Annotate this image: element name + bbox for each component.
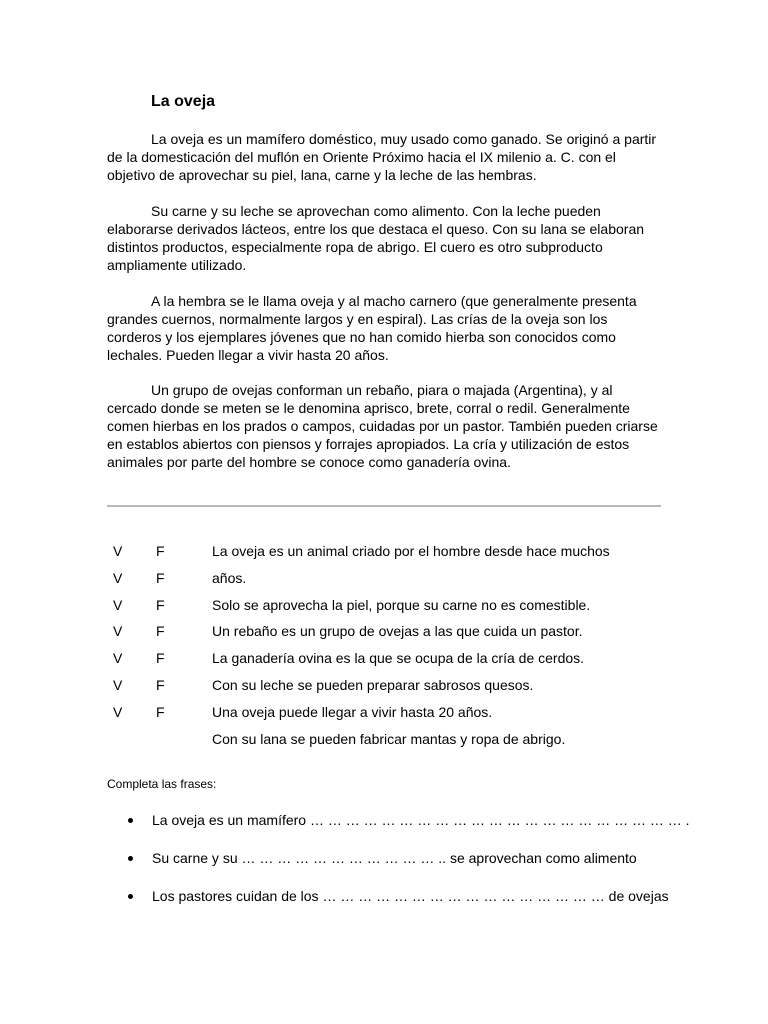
true-false-row xyxy=(0,595,768,615)
true-false-row xyxy=(0,648,768,668)
false-option[interactable]: F xyxy=(156,704,165,720)
true-false-row xyxy=(0,568,768,588)
statement-text: Con su lana se pueden fabricar mantas y ropa de abrigo. xyxy=(212,731,566,747)
bullet-icon xyxy=(128,894,133,899)
statement-text: Solo se aprovecha la piel, porque su carne no es comestible. xyxy=(212,597,591,613)
true-option[interactable]: V xyxy=(113,597,123,613)
bullet-icon xyxy=(128,856,133,861)
list-item xyxy=(0,886,768,906)
true-false-row xyxy=(0,702,768,722)
list-item xyxy=(0,810,768,830)
statement-text: Un rebaño es un grupo de ovejas a las que cuida un pastor. xyxy=(212,623,583,639)
true-option[interactable]: V xyxy=(113,543,123,559)
statement-text: Una oveja puede llegar a vivir hasta 20 años. xyxy=(212,704,493,720)
statement-text: La ganadería ovina es la que se ocupa de la cría de cerdos. xyxy=(212,650,585,666)
list-item xyxy=(0,848,768,868)
paragraph-origin: La oveja es un mamífero doméstico, muy usado como ganado. Se originó a partir de la domesticación del muflón en Oriente Próximo hacia el IX milenio a. C. con el objetivo de aprovechar su piel, lana, carne y la leche de las hembras. xyxy=(107,131,657,183)
true-false-row xyxy=(0,541,768,561)
true-false-row xyxy=(0,729,768,749)
true-false-row xyxy=(0,675,768,695)
false-option[interactable]: F xyxy=(156,543,165,559)
false-option[interactable]: F xyxy=(156,570,165,586)
false-option[interactable]: F xyxy=(156,677,165,693)
true-option[interactable]: V xyxy=(113,650,123,666)
statement-text: Con su leche se pueden preparar sabrosos quesos. xyxy=(212,677,534,693)
false-option[interactable]: F xyxy=(156,650,165,666)
fill-blank-sentence[interactable]: La oveja es un mamífero … … … … … … … … … … … … … … … … … … … … … . xyxy=(152,812,690,828)
false-option[interactable]: F xyxy=(156,597,165,613)
true-option[interactable]: V xyxy=(113,623,123,639)
statement-text: La oveja es un animal criado por el hombre desde hace muchos xyxy=(212,543,610,559)
true-option[interactable]: V xyxy=(113,704,123,720)
fill-blanks-instruction: Completa las frases: xyxy=(107,777,217,791)
paragraph-uses: Su carne y su leche se aprovechan como alimento. Con la leche pueden elaborarse derivados lácteos, entre los que destaca el queso. Con su lana se elaboran distintos productos, especialmente ropa de abrigo. El cuero es otro subproducto ampliamente utilizado. xyxy=(107,203,645,273)
true-option[interactable]: V xyxy=(113,677,123,693)
section-divider xyxy=(107,505,661,507)
bullet-icon xyxy=(128,818,133,823)
paragraph-flock: Un grupo de ovejas conforman un rebaño, piara o majada (Argentina), y al cercado donde se meten se le denomina aprisco, brete, corral o redil. Generalmente comen hierbas en los prados o campos, cuidadas por un pastor. También pueden criarse en establos abiertos con piensos y forrajes apropiados. La cría y utilización de estos animales por parte del hombre se conoce como ganadería ovina. xyxy=(107,382,658,470)
fill-blank-sentence[interactable]: Su carne y su … … … … … … … … … … … .. se aprovechan como alimento xyxy=(152,850,637,866)
false-option[interactable]: F xyxy=(156,623,165,639)
fill-blank-sentence[interactable]: Los pastores cuidan de los … … … … … … … … … … … … … … … … de ovejas xyxy=(152,888,669,904)
document-title: La oveja xyxy=(151,93,216,110)
true-option[interactable]: V xyxy=(113,570,123,586)
true-false-row xyxy=(0,621,768,641)
statement-text: años. xyxy=(212,570,247,586)
paragraph-names: A la hembra se le llama oveja y al macho carnero (que generalmente presenta grandes cuernos, normalmente largos y en espiral). Las crías de la oveja son los corderos y los ejemplares jóvenes que no han comido hierba son conocidos como lechales. Pueden llegar a vivir hasta 20 años. xyxy=(107,293,637,363)
